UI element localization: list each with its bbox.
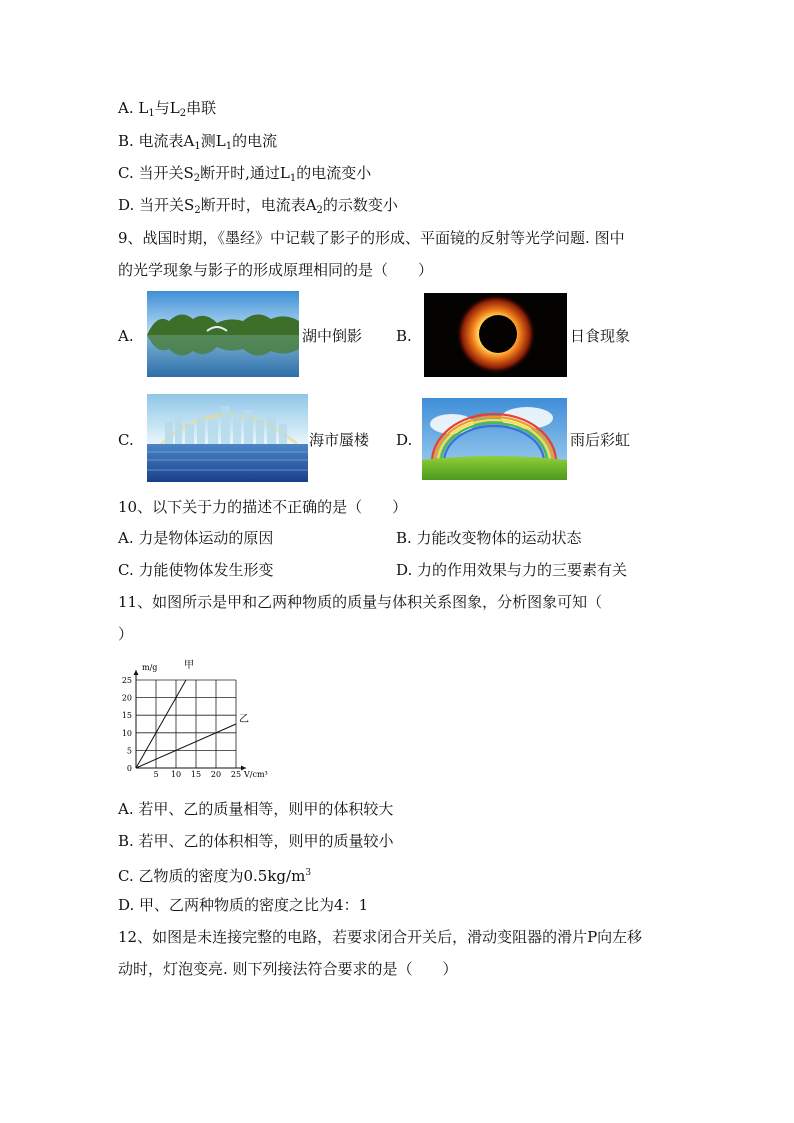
q10-option-c: C. 力能使物体发生形变 bbox=[118, 561, 274, 579]
solar-eclipse-image bbox=[424, 293, 567, 377]
q9-option-a-letter: A. bbox=[118, 327, 134, 345]
series-line-jia bbox=[136, 680, 186, 768]
x-tick-label: 10 bbox=[170, 770, 182, 779]
q9-option-a-caption: 湖中倒影 bbox=[302, 327, 363, 345]
y-axis-arrow bbox=[134, 670, 139, 675]
q10-option-d: D. 力的作用效果与力的三要素有关 bbox=[396, 561, 628, 579]
y-tick-label: 5 bbox=[126, 746, 132, 756]
q9-stem-line1: 9、战国时期，《墨经》中记载了影子的形成、平面镜的反射等光学问题. 图中 bbox=[118, 229, 625, 247]
q9-option-c-letter: C. bbox=[118, 431, 134, 449]
q9-option-c-caption: 海市蜃楼 bbox=[309, 431, 370, 449]
q10-stem: 10、以下关于力的描述不正确的是（ ） bbox=[118, 498, 408, 516]
x-tick-label: 25 bbox=[230, 770, 242, 779]
q11-stem-line1: 11、如图所示是甲和乙两种物质的质量与体积关系图象，分析图象可知（ bbox=[118, 593, 603, 611]
q10-option-b: B. 力能改变物体的运动状态 bbox=[396, 529, 582, 547]
rainbow-image bbox=[422, 398, 567, 480]
q9-option-b-letter: B. bbox=[396, 327, 412, 345]
y-tick-label: 10 bbox=[121, 728, 132, 738]
q8-option-d: D. 当开关$S_2$断开时，电流表$A_2$的示数变小 bbox=[118, 196, 398, 216]
y-tick-label: 25 bbox=[121, 676, 132, 685]
q8-option-c: C. 当开关$S_2$断开时,通过$L_1$的电流变小 bbox=[118, 164, 372, 184]
q9-stem-line2: 的光学现象与影子的形成原理相同的是（ ） bbox=[118, 261, 434, 279]
q11-option-d: D. 甲、乙两种物质的密度之比为4：1 bbox=[118, 896, 369, 914]
series-label-yi: 乙 bbox=[239, 714, 249, 725]
x-axis-label: V/cm³ bbox=[244, 770, 268, 779]
x-tick-label: 15 bbox=[190, 770, 202, 779]
q12-stem-line1: 12、如图是未连接完整的电路，若要求闭合开关后，滑动变阻器的滑片P向左移 bbox=[118, 928, 643, 946]
q10-option-a: A. 力是物体运动的原因 bbox=[118, 529, 274, 547]
lake-reflection-image bbox=[147, 291, 299, 377]
q8-option-a: A. $L_1$与$L_2$串联 bbox=[118, 99, 217, 119]
q11-option-a: A. 若甲、乙的质量相等，则甲的体积较大 bbox=[118, 800, 394, 818]
y-axis-label: m/g bbox=[142, 663, 158, 672]
mirage-image bbox=[147, 394, 308, 482]
q11-option-b: B. 若甲、乙的体积相等，则甲的质量较小 bbox=[118, 832, 394, 850]
q9-option-d-caption: 雨后彩虹 bbox=[570, 431, 631, 449]
q8-option-b: B. 电流表$A_1$测$L_1$的电流 bbox=[118, 132, 278, 152]
q12-stem-line2: 动时，灯泡变亮. 则下列接法符合要求的是（ ） bbox=[118, 960, 458, 978]
q11-stem-line2: ） bbox=[118, 625, 134, 643]
q11-option-c: C. 乙物质的密度为$0.5kg/m^3$ bbox=[118, 867, 312, 885]
x-tick-label: 20 bbox=[210, 770, 222, 779]
y-tick-label: 20 bbox=[121, 693, 132, 703]
series-line-yi bbox=[136, 724, 236, 768]
mass-volume-chart bbox=[116, 656, 286, 782]
x-tick-label: 5 bbox=[153, 770, 159, 779]
y-tick-label: 15 bbox=[121, 711, 132, 721]
series-label-jia: 甲 bbox=[184, 660, 194, 671]
origin-label: 0 bbox=[126, 764, 132, 773]
q9-option-d-letter: D. bbox=[396, 431, 413, 449]
q9-option-b-caption: 日食现象 bbox=[570, 327, 631, 345]
